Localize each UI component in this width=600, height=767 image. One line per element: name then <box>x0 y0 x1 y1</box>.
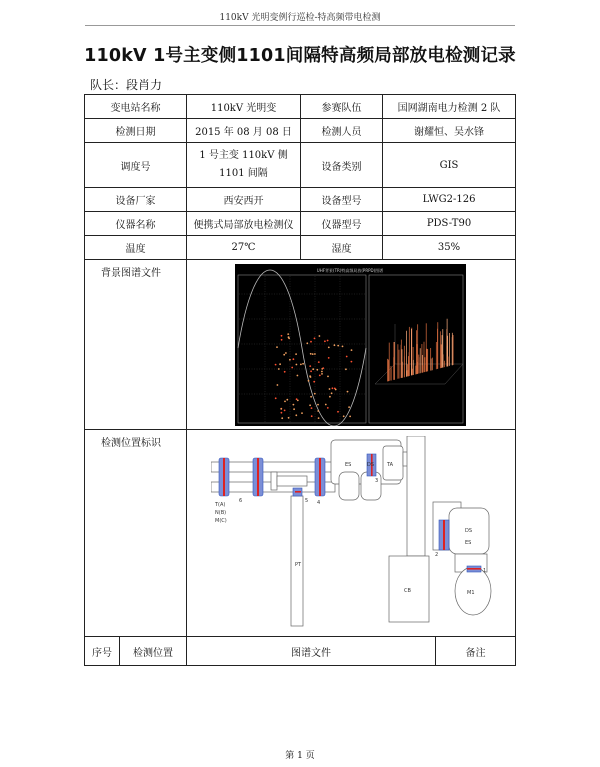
prpd-point <box>286 399 288 401</box>
position-marker: 1 <box>483 568 487 574</box>
prpd-point <box>277 384 279 386</box>
prpd-point <box>296 398 298 400</box>
field-label: 温度 <box>85 236 187 260</box>
prpd-point <box>275 397 277 399</box>
component-label: M1 <box>467 590 475 596</box>
prpd-point <box>324 340 326 342</box>
prpd-point <box>296 364 298 366</box>
prpd-point <box>310 396 312 398</box>
field-value: 西安西开 <box>187 188 301 212</box>
prpd-point <box>351 349 353 351</box>
prpd-point <box>313 381 315 383</box>
table-row <box>85 95 516 119</box>
prpd-point <box>327 376 329 378</box>
page-number: 第 1 页 <box>285 751 315 761</box>
prpd-point <box>312 353 314 355</box>
prpd-point <box>345 368 347 370</box>
field-value: 1 号主变 110kV 侧 1101 间隔 <box>187 143 301 188</box>
prpd-point <box>281 417 283 419</box>
component-label: CB <box>404 588 411 594</box>
prpd-point <box>312 368 314 370</box>
prpd-point <box>278 368 280 370</box>
prpd-point <box>309 375 311 377</box>
prpd-point <box>284 410 286 412</box>
cb-upright <box>407 436 425 556</box>
table-row <box>85 188 516 212</box>
prpd-point <box>281 335 283 337</box>
position-marker: 3 <box>375 478 379 484</box>
field-label: 仪器名称 <box>85 212 187 236</box>
prpd-point <box>317 404 319 406</box>
prpd-point <box>327 407 329 409</box>
component-label: ES <box>465 540 472 546</box>
table-row <box>85 260 516 430</box>
table-row <box>85 212 516 236</box>
field-label: 湿度 <box>301 236 383 260</box>
prpd-point <box>316 369 318 371</box>
prpd-point <box>310 370 312 372</box>
col-header-spectrum: 图谱文件 <box>187 637 436 666</box>
prpd-point <box>310 353 312 355</box>
prpd-point <box>332 387 334 389</box>
prpd-point <box>328 347 330 349</box>
prpd-point <box>288 336 290 338</box>
prpd-point <box>328 357 330 359</box>
prpd-point <box>319 335 321 337</box>
running-header: 110kV 光明变例行巡检-特高频带电检测 <box>219 13 381 23</box>
record-table <box>84 94 516 666</box>
prpd-point <box>343 415 345 417</box>
prpd-point <box>289 359 291 361</box>
left-label: T(A) <box>215 502 226 508</box>
prpd-point <box>342 346 344 348</box>
field-label: 仪器型号 <box>301 212 383 236</box>
pt-tower <box>291 496 303 626</box>
component-label: ES <box>345 462 352 468</box>
prpd-point <box>346 356 348 358</box>
field-value: 便携式局部放电检测仪 <box>187 212 301 236</box>
prpd-point <box>334 388 336 390</box>
prpd-point <box>293 408 295 410</box>
component-label: TA <box>387 462 394 468</box>
prpd-point <box>325 404 327 406</box>
spectrum-cell <box>187 260 516 430</box>
prpd-point <box>311 407 313 409</box>
field-value: PDS-T90 <box>383 212 516 236</box>
prpd-point <box>310 341 312 343</box>
prpd-point <box>322 367 324 369</box>
prpd-point <box>309 404 311 406</box>
location-cell <box>187 430 516 637</box>
prpd-point <box>337 345 339 347</box>
field-label: 检测人员 <box>301 119 383 143</box>
background-spectrum-image <box>235 264 466 426</box>
prpd-point <box>321 371 323 373</box>
document-title: 110kV 1号主变侧1101间隔特高频局部放电检测记录 <box>84 46 516 66</box>
position-marker: 5 <box>305 498 309 504</box>
col-header-notes: 备注 <box>436 637 516 666</box>
prpd-point <box>314 338 316 340</box>
gis-location-diagram <box>211 436 509 632</box>
prpd-point <box>334 344 336 346</box>
col-header-index: 序号 <box>85 637 120 666</box>
field-value: LWG2-126 <box>383 188 516 212</box>
branch-stub <box>271 472 277 490</box>
prpd-point <box>314 393 316 395</box>
field-value: 2015 年 08 月 08 日 <box>187 119 301 143</box>
field-value: 谢耀恒、吴水锋 <box>383 119 516 143</box>
prpd-point <box>318 417 320 419</box>
prpd-point <box>351 361 353 363</box>
field-value: 35% <box>383 236 516 260</box>
branch-pipe <box>277 476 307 486</box>
prpd-point <box>284 401 286 403</box>
field-value: GIS <box>383 143 516 188</box>
prpd-point <box>281 339 283 341</box>
position-marker: 2 <box>435 552 439 558</box>
spectrum-title: UHF背景(TR)特高频局放(PRPD)图谱 <box>316 268 384 273</box>
spectrum-label: 背景图谱文件 <box>85 260 187 430</box>
field-label: 调度号 <box>85 143 187 188</box>
prpd-point <box>291 367 293 369</box>
prpd-point <box>327 340 329 342</box>
prpd-point <box>314 353 316 355</box>
component-label: DS <box>367 462 375 468</box>
prpd-point <box>283 354 285 356</box>
table-row <box>85 143 516 188</box>
prpd-point <box>348 406 350 408</box>
prpd-point <box>321 373 323 375</box>
field-label: 参赛队伍 <box>301 95 383 119</box>
component-label: PT <box>295 562 302 568</box>
field-label: 检测日期 <box>85 119 187 143</box>
field-label: 设备类别 <box>301 143 383 188</box>
prpd-point <box>284 371 286 373</box>
prpd-point <box>293 404 295 406</box>
prpd-point <box>331 392 333 394</box>
prpd-point <box>287 333 289 335</box>
table-row <box>85 430 516 637</box>
prpd-point <box>288 417 290 419</box>
component-label: DS <box>465 528 473 534</box>
prpd-point <box>279 363 281 365</box>
prpd-point <box>302 363 304 365</box>
left-label: N(B) <box>215 510 227 516</box>
table-row <box>85 119 516 143</box>
prpd-point <box>300 364 302 366</box>
prpd-point <box>317 410 319 412</box>
prpd-point <box>308 380 310 382</box>
prpd-point <box>275 364 277 366</box>
prpd-point <box>297 375 299 377</box>
header-rule <box>85 25 515 26</box>
prpd-point <box>311 415 313 417</box>
table-header-row <box>85 637 516 666</box>
field-label: 变电站名称 <box>85 95 187 119</box>
field-label: 设备型号 <box>301 188 383 212</box>
prpd-point <box>295 353 297 355</box>
prpd-point <box>306 342 308 344</box>
prpd-point <box>319 375 321 377</box>
location-label: 检测位置标识 <box>85 430 187 637</box>
prpd-point <box>337 411 339 413</box>
prpd-point <box>281 412 283 414</box>
prpd-point <box>280 408 282 410</box>
field-value: 国网湖南电力检测 2 队 <box>383 95 516 119</box>
prpd-point <box>347 391 349 393</box>
es-bulb <box>339 472 359 500</box>
prpd-point <box>309 365 311 367</box>
prpd-point <box>293 358 295 360</box>
prpd-point <box>349 416 351 418</box>
prpd-point <box>276 346 278 348</box>
left-label: M(C) <box>215 518 227 524</box>
position-marker: 4 <box>317 500 321 506</box>
field-value: 27℃ <box>187 236 301 260</box>
position-marker: 6 <box>239 498 243 504</box>
team-leader: 队长：段肖力 <box>90 78 163 92</box>
prpd-point <box>301 412 303 414</box>
prpd-point <box>329 388 331 390</box>
field-value: 110kV 光明变 <box>187 95 301 119</box>
table-row <box>85 236 516 260</box>
col-header-location: 检测位置 <box>120 637 187 666</box>
field-label: 设备厂家 <box>85 188 187 212</box>
prpd-point <box>318 361 320 363</box>
prpd-point <box>295 414 297 416</box>
prpd-point <box>329 396 331 398</box>
prpd-point <box>285 352 287 354</box>
